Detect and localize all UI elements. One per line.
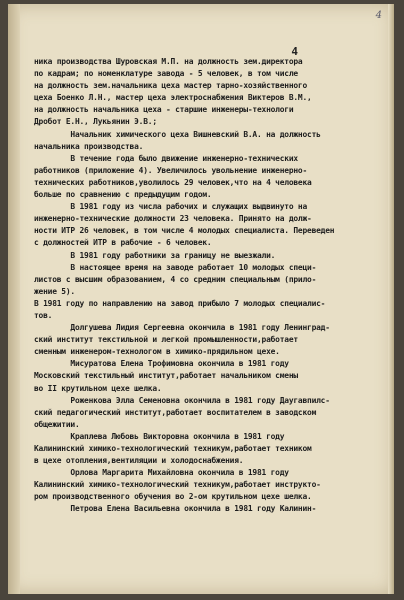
text-line: В 1981 году работники за границу не выезжали. <box>34 250 276 260</box>
text-line: начальника производства. <box>34 141 144 151</box>
text-line: жение 5). <box>34 286 75 296</box>
text-line: Дробот Е.Н., Лукьянин Э.В.; <box>34 117 157 127</box>
text-line: ника производства Шуровская М.П. на должность зем.директора <box>34 57 303 66</box>
page-binding-edge <box>8 4 20 594</box>
text-line: ности ИТР 26 человек, в том числе 4 молодых специалиста. Переведен <box>34 226 335 236</box>
text-line: на должность зем.начальника цеха мастер тарно-хозяйственного <box>34 81 308 91</box>
text-line: Калининский химико-технологический техникум,работает техником <box>34 444 312 453</box>
text-line: листов с высшим образованием, 4 со средним специальным (прило- <box>34 274 317 284</box>
text-line: ский педагогический институт,работает воспитателем в заводском <box>34 407 317 417</box>
text-line: Мисуратова Елена Трофимовна окончила в 1981 году <box>34 359 289 369</box>
text-line: инженерно-технические должности 23 человека. Принято на долж- <box>34 214 312 224</box>
text-line: Орлова Маргарита Михайловна окончила в 1981 году <box>34 468 289 478</box>
text-line: В настоящее время на заводе работает 10 молодых специ- <box>34 262 317 272</box>
text-line: тов. <box>34 310 53 320</box>
text-line: цеха Боенко Л.Н., мастер цеха электроснабжения Виктеров В.М., <box>34 93 312 103</box>
text-line: работников (приложение 4). Увеличилось увольнение инженерно- <box>34 165 308 175</box>
text-line: технических работников,уволилось 29 человек,что на 4 человека <box>34 177 312 187</box>
text-line: Петрова Елена Васильевна окончила в 1981 году Калинин- <box>34 504 317 514</box>
text-line: ром производственного обучения во 2-ом крутильном цехе шелка. <box>34 492 312 502</box>
text-line: с должностей ИТР в рабочие - 6 человек. <box>34 238 212 248</box>
page-number: 4 <box>291 45 298 58</box>
archive-sheet-number: 4 <box>375 10 382 21</box>
text-line: Московский текстильный институт,работает начальником смены <box>34 371 298 381</box>
document-page <box>8 4 394 594</box>
typewritten-body <box>34 56 384 516</box>
text-line: В 1981 году из числа рабочих и служащих выдвинуто на <box>34 202 308 212</box>
text-line: во II крутильном цехе шелка. <box>34 383 162 393</box>
page-right-edge <box>388 4 394 594</box>
text-line: Краплева Любовь Викторовна окончила в 1981 году <box>34 431 285 441</box>
text-line: ский институт текстильной и легкой промышленности,работает <box>34 335 298 345</box>
text-line: сменным инженером-технологом в химико-прядильном цехе. <box>34 347 280 357</box>
text-line: больше по сравнению с предыдущим годом. <box>34 190 212 200</box>
text-line: Калининский химико-технологический техникум,работает инструкто- <box>34 480 321 490</box>
text-line: Роженкова Элла Семеновна окончила в 1981 году Даугавпилс- <box>34 395 330 405</box>
text-line: В 1981 году по направлению на завод прибыло 7 молодых специалис- <box>34 298 326 308</box>
text-line: В течение года было движение инженерно-технических <box>34 153 298 163</box>
text-line: Начальник химического цеха Вишневский В.А. на должность <box>34 129 321 139</box>
text-line: общежитии. <box>34 419 80 429</box>
text-line: по кадрам; по номенклатуре завода - 5 человек, в том числе <box>34 69 298 79</box>
text-line: на должность начальника цеха - старшие инженеры-технологи <box>34 105 294 115</box>
text-line: в цехе отопления,вентиляции и холодоснабжения. <box>34 456 244 466</box>
text-line: Долгушева Лидия Сергеевна окончила в 1981 году Ленинград- <box>34 323 330 333</box>
